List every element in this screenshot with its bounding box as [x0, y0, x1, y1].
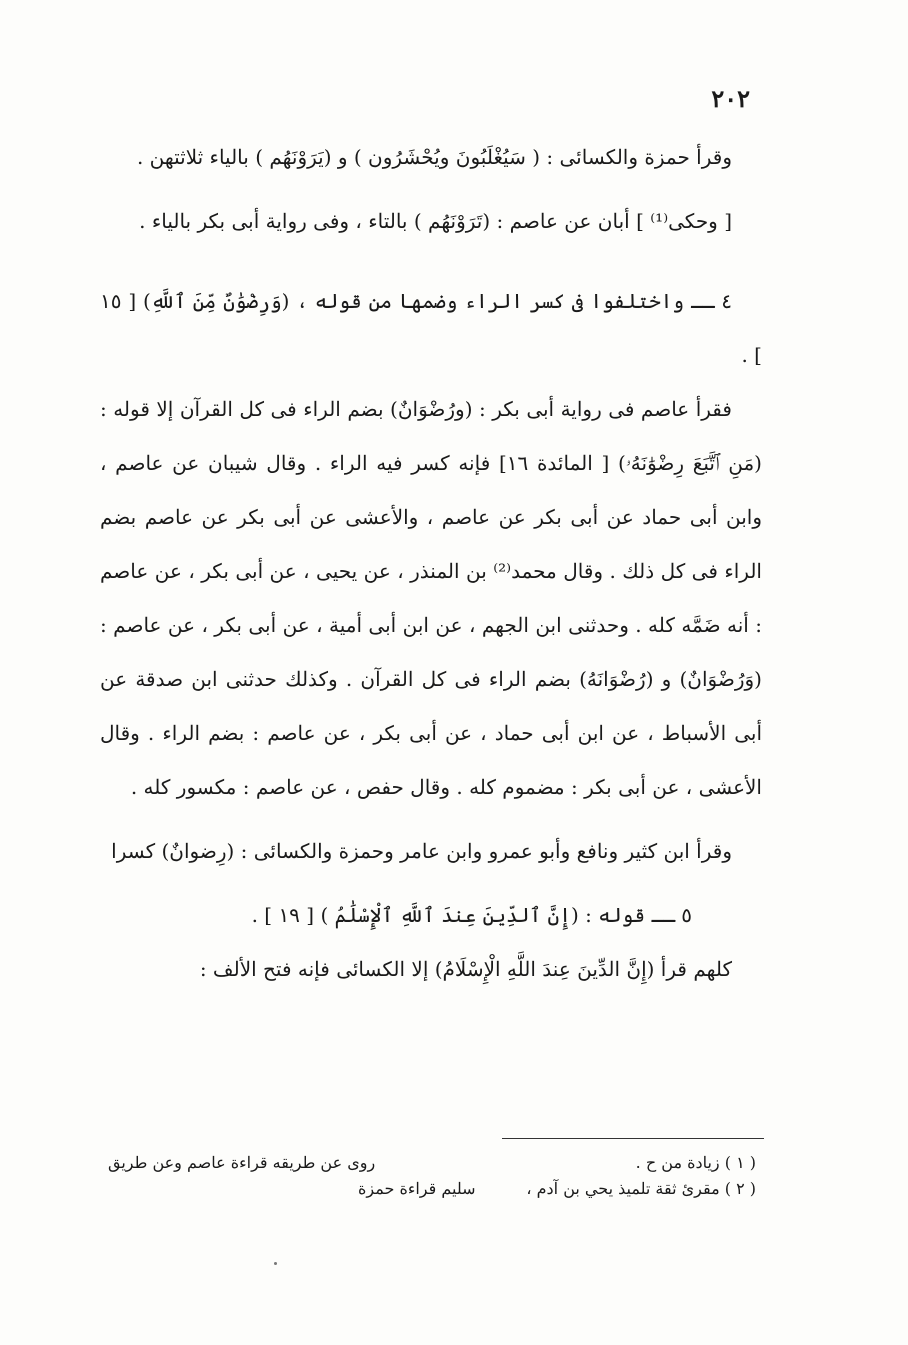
paragraph-ibn-kathir-reading: وقرأ ابن كثير ونافع وأبو عمرو وابن عامر وحمزة والكسائى : (رِضوانٌ) كسرا [111, 839, 732, 863]
main-text [100, 130, 762, 996]
footnote-2 [108, 1176, 756, 1202]
page-number: ٢٠٢ [711, 84, 750, 113]
footnotes [108, 1150, 756, 1202]
footnote-mark: ( ١ ) [724, 1153, 756, 1172]
paragraph-heading-5: ٥ ــ قوله : (إِنَّ ٱلدِّينَ عِندَ ٱللَّهِ ٱلْإِسْلَٰمُ ) [ ١٩ ] . [251, 903, 692, 927]
footnote-1 [108, 1150, 756, 1176]
footnote-text: زيادة من ح . [635, 1153, 720, 1172]
footnote-text: مقرئ ثقة تلميذ يحي بن آدم ، [526, 1179, 720, 1198]
paragraph-heading-4: ٤ ــ واختلفوا فى كسر الراء وضمها من قوله ، (وَرِضْوَٰنٌ مِّنَ ٱللَّهِ) [ ١٥ ] . [100, 289, 762, 367]
footnote-mark: ( ٢ ) [724, 1179, 756, 1198]
paragraph-hamza-kisai: وقرأ حمزة والكسائى : ( سَيُغْلَبُونَ ويُحْشَرُون ) و (يَرَوْنَهُم ) بالياء ثلاثتهن . [136, 145, 732, 169]
paragraph-asim-reading: فقرأ عاصم فى رواية أبى بكر : (ورُضْوَانٌ) بضم الراء فى كل القرآن إلا قوله : (مَنِ ٱتَّبَعَ رِضْوَٰنَهُۥ) [ المائدة ١٦] فإنه كسر فيه الراء . وقال شيبان عن عاصم ، وابن أبى حماد عن أبى بكر عن عاصم ، والأعشى عن أبى بكر عن عاصم بضم الراء فى كل ذلك . وقال محمد⁽²⁾ بن المنذر ، عن يحيى ، عن أبى بكر ، عن عاصم : أنه ضَمَّه كله . وحدثنى ابن الجهم ، عن ابن أبى أمية ، عن أبى بكر ، عن عاصم : (وَرُضْوَانٌ) و (رُضْوَانَهُ) بضم الراء فى كل القرآن . وكذلك حدثنى ابن صدقة عن أبى الأسباط ، عن ابن أبى حماد ، عن أبى بكر ، عن عاصم : بضم الراء . وقال الأعشى ، عن أبى بكر : مضموم كله . وقال حفص ، عن عاصم : مكسور كله . [100, 397, 762, 799]
footnote-continuation: سليم قراءة حمزة [358, 1179, 476, 1198]
paragraph-all-read: كلهم قرأ (إِنَّ الدِّينَ عِندَ اللَّهِ الْإِسْلَامُ) إلا الكسائى فإنه فتح الألف : [199, 957, 732, 981]
scan-speck [274, 1262, 277, 1265]
footnote-separator [502, 1138, 764, 1139]
footnote-continuation: روى عن طريقه قراءة عاصم وعن طريق [108, 1153, 376, 1172]
paragraph-aban-narration: [ وحكى⁽¹⁾ ] أبان عن عاصم : (تَرَوْنَهُم ) بالتاء ، وفى رواية أبى بكر بالياء . [139, 209, 732, 233]
